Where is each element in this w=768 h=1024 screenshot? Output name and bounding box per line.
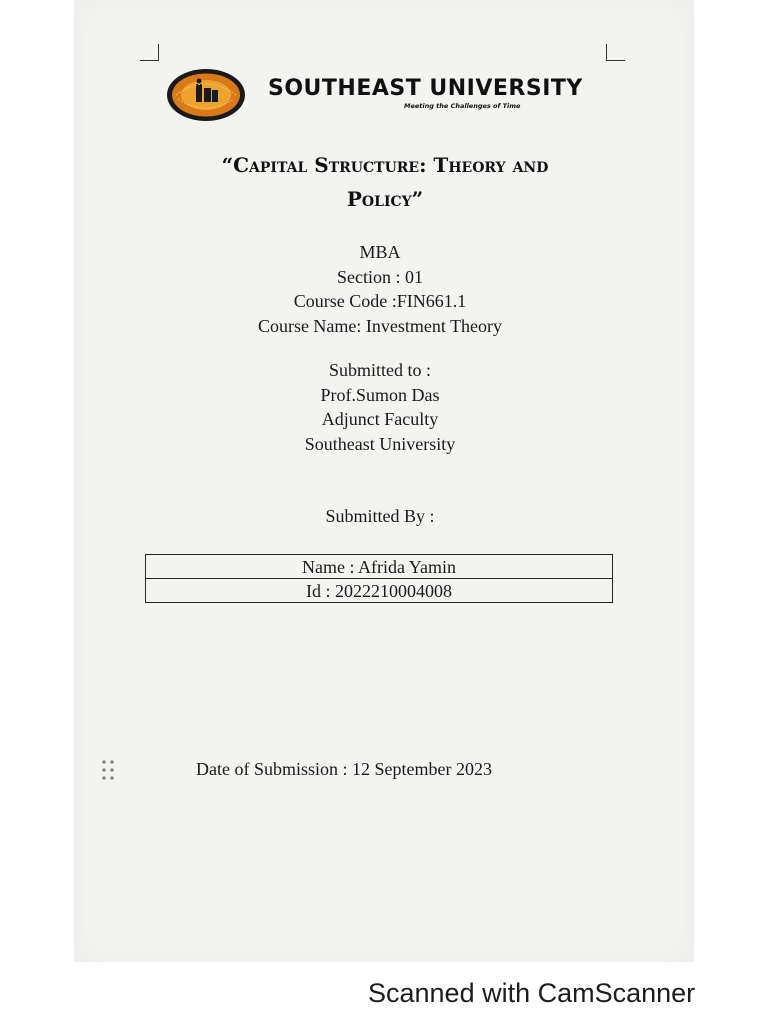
supervisor-designation: Adjunct Faculty [321,409,439,429]
title-line-1: “Capital Structure: Theory and [221,153,549,177]
submitted-to-label: Submitted to : [328,360,431,380]
camscanner-watermark: Scanned with CamScanner [368,978,696,1008]
title-line-2: Policy” [346,187,424,211]
course-name: Course Name: Investment Theory [257,315,503,336]
document-page [74,0,694,962]
submitted-by-label: Submitted By : [325,506,435,526]
submitted-to [130,358,630,456]
student-id: Id : 2022210004008 [146,579,613,603]
document-title [130,148,640,216]
course-code: Course Code :FIN661.1 [293,291,467,311]
program: MBA [359,242,401,262]
university-name: SOUTHEAST UNIVERSITY [268,76,583,101]
student-name: Name : Afrida Yamin [146,555,613,579]
section: Section : 01 [337,266,423,287]
university-seal-icon [166,68,246,122]
date-of-submission: Date of Submission : 12 September 2023 [196,759,492,779]
table-row [146,579,613,603]
drag-handle-icon[interactable] [100,758,116,782]
student-info-table [145,554,613,603]
university-tagline: Meeting the Challenges of Time [404,102,521,110]
supervisor-institution: Southeast University [304,433,456,454]
course-info [130,240,630,338]
table-row [146,555,613,579]
supervisor-name: Prof.Sumon Das [320,384,440,405]
crop-mark-top-right [606,44,625,61]
crop-mark-top-left [140,44,159,61]
university-header [166,68,586,126]
